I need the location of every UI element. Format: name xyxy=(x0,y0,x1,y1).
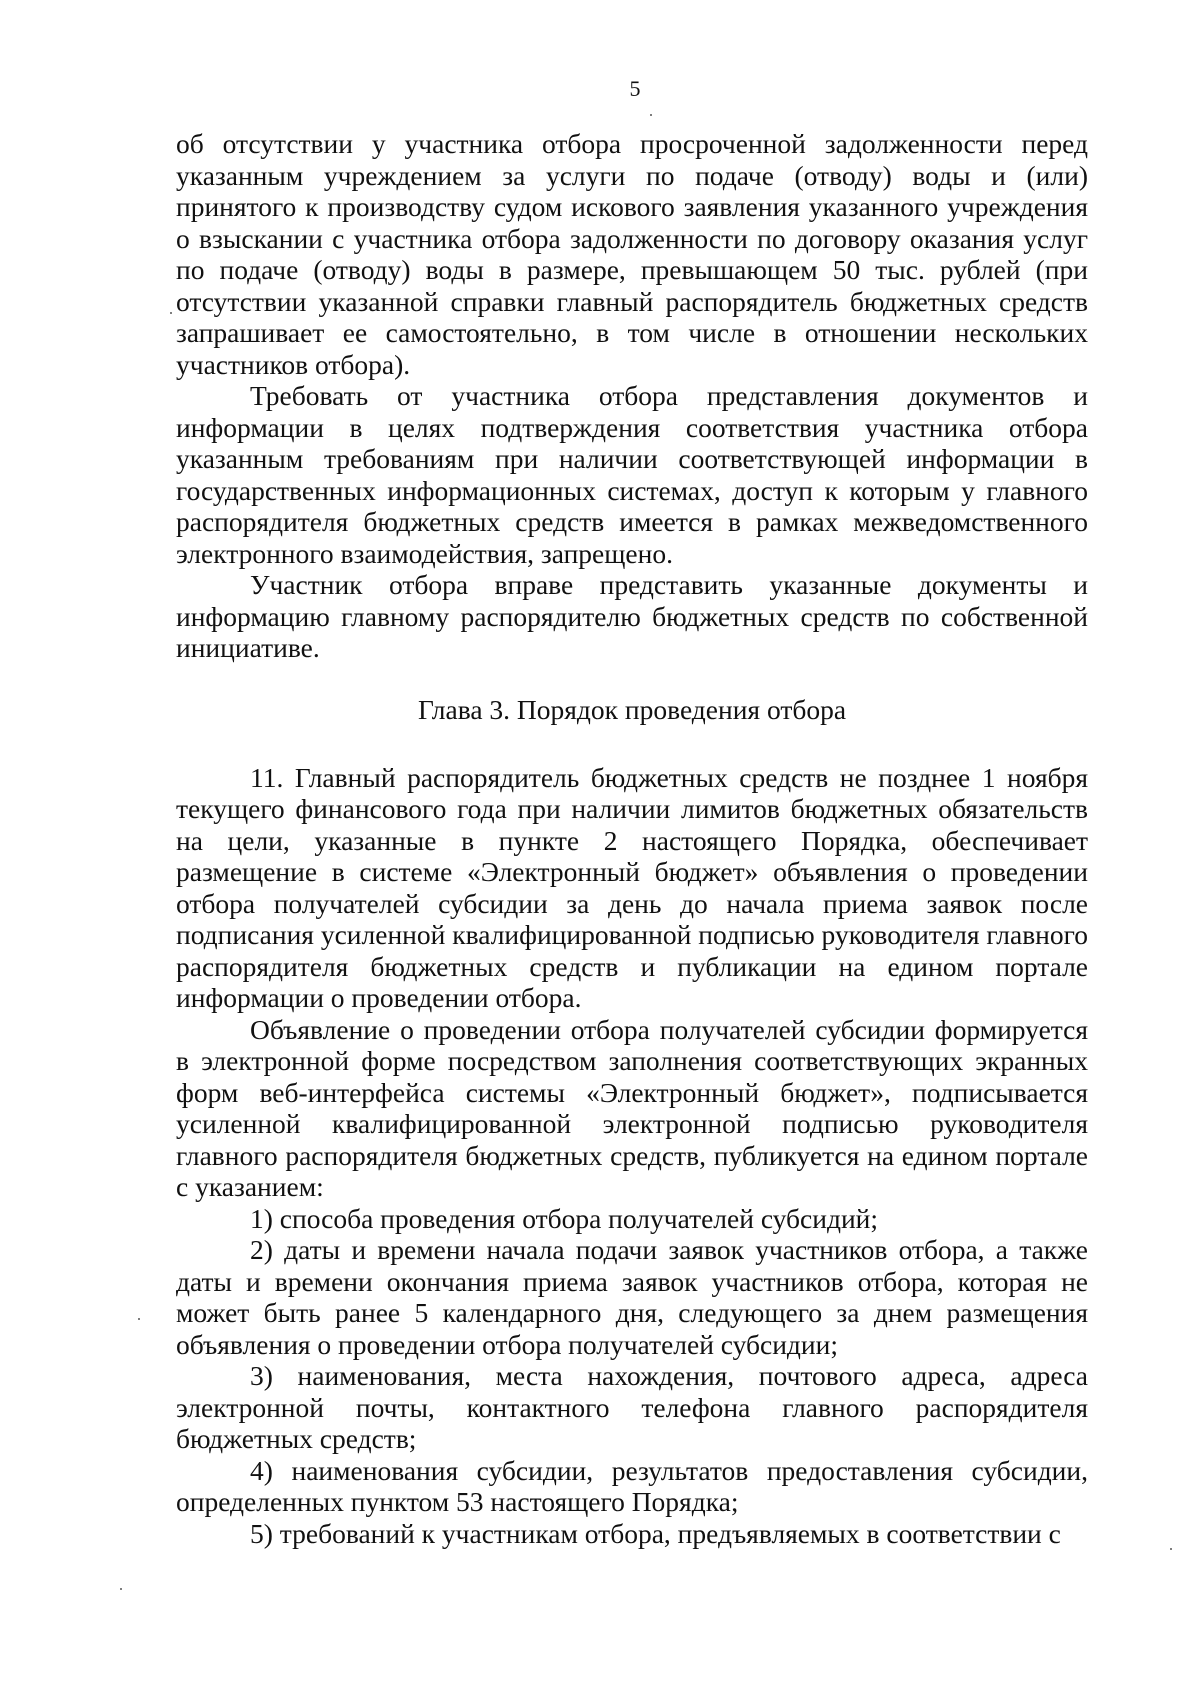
list-item-2: 2) даты и времени начала подачи заявок участников отбора, а также даты и времени окончания приема заявок участников отбора, которая не может быть ранее 5 календарного дня, следующего за днем размещения объявления о проведении отбора получателей субсидии; xyxy=(176,1234,1088,1360)
paragraph-request-prohibition: Требовать от участника отбора представления документов и информации в целях подтверждения соответствия участника отбора указанным требованиям при наличии соответствующей информации в государственных информационных системах, доступ к которым у главного распорядителя бюджетных средств имеется в рамках межведомственного электронного взаимодействия, запрещено. xyxy=(176,380,1088,569)
scan-speck xyxy=(138,1318,140,1320)
paragraph-announcement: Объявление о проведении отбора получателей субсидии формируется в электронной форме посредством заполнения соответствующих экранных форм веб-интерфейса системы «Электронный бюджет», подписывается усиленной квалифицированной электронной подписью руководителя главного распорядителя бюджетных средств, публикуется на едином портале с указанием: xyxy=(176,1013,1088,1202)
scan-speck xyxy=(120,1588,122,1590)
list-item-1: 1) способа проведения отбора получателей субсидий; xyxy=(250,1202,879,1234)
list-item-4: 4) наименования субсидии, результатов предоставления субсидии, определенных пунктом 53 настоящего Порядка; xyxy=(176,1454,1088,1517)
list-item-5: 5) требований к участникам отбора, предъявляемых в соответствии с xyxy=(250,1517,1061,1549)
document-body xyxy=(176,128,1088,1549)
chapter-heading: Глава 3. Порядок проведения отбора xyxy=(417,693,847,725)
paragraph-continuation: об отсутствии у участника отбора просроченной задолженности перед указанным учреждением за услуги по подаче (отводу) воды и (или) принятого к производству судом искового заявления указанного учреждения о взыскании с участника отбора задолженности по договору оказания услуг по подаче (отводу) воды в размере, превышающем 50 тыс. рублей (при отсутствии указанной справки главный распорядитель бюджетных средств запрашивает ее самостоятельно, в том числе в отношении нескольких участников отбора). xyxy=(176,128,1088,380)
paragraph-item-11: 11. Главный распорядитель бюджетных средств не позднее 1 ноября текущего финансового года при наличии лимитов бюджетных обязательств на цели, указанные в пункте 2 настоящего Порядка, обеспечивает размещение в системе «Электронный бюджет» объявления о проведении отбора получателей субсидии за день до начала приема заявок после подписания усиленной квалифицированной подписью руководителя главного распорядителя бюджетных средств и публикации на едином портале информации о проведении отбора. xyxy=(176,761,1088,1013)
list-item-3: 3) наименования, места нахождения, почтового адреса, адреса электронной почты, контактного телефона главного распорядителя бюджетных средств; xyxy=(176,1360,1088,1454)
page-number: 5 xyxy=(629,76,641,101)
paragraph-own-initiative: Участник отбора вправе представить указанные документы и информацию главному распорядителю бюджетных средств по собственной инициативе. xyxy=(176,569,1088,663)
scan-speck xyxy=(1170,1548,1172,1550)
scan-speck xyxy=(170,312,172,314)
scan-speck xyxy=(650,114,652,116)
